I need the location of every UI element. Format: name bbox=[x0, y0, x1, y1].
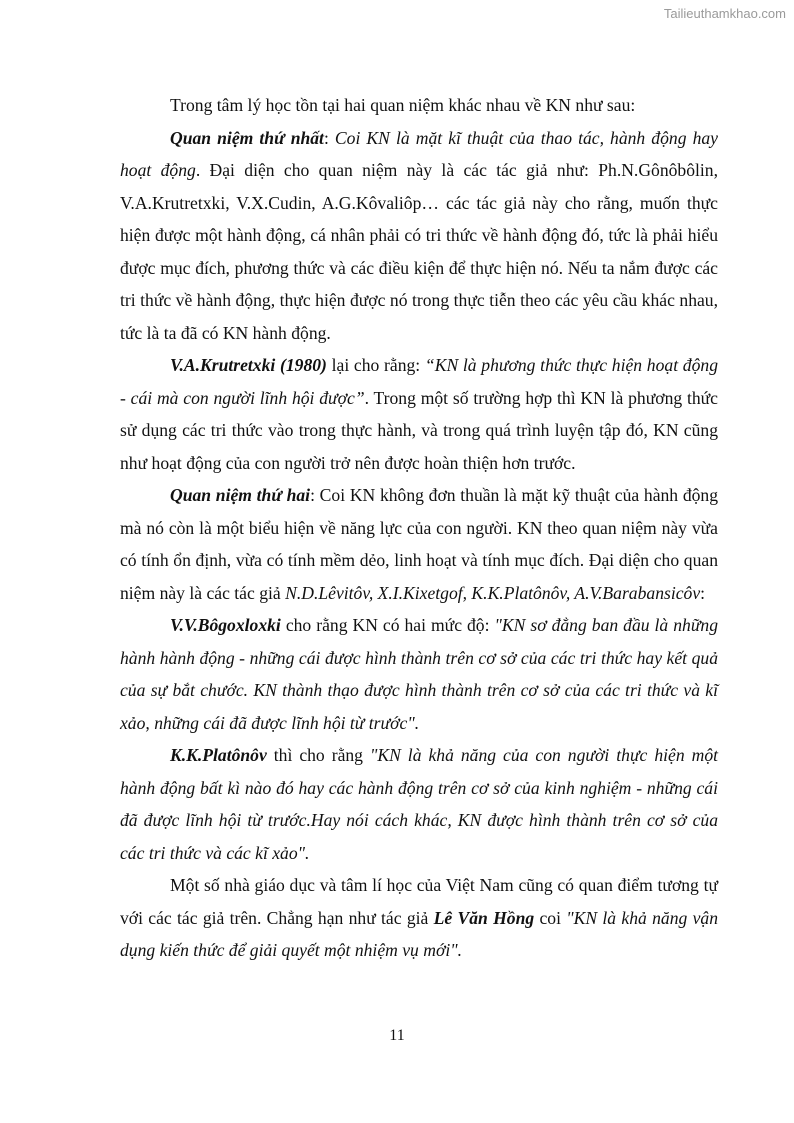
colon: : bbox=[323, 127, 335, 148]
krutretxki-text: . Trong một số trường hợp thì KN là phương thức sử dụng các tri thức vào trong thực hành, và trong quá trình luyện tập đó, KN cũng như hoạt động của con người trở nên được hoàn thiện hơn trước. bbox=[120, 387, 718, 473]
second-view-text: : Coi KN không đơn thuần là mặt kỹ thuật của hành động mà nó còn là một biểu hiện về năng lực của con người. KN theo quan niệm này vừa có tính ổn định, vừa có tính mềm dẻo, linh hoạt và tính mục đích. Đại diện cho quan niệm này là các tác giả bbox=[120, 485, 719, 603]
first-view-definition: Coi KN là mặt kĩ thuật của thao tác, hành động hay hoạt động bbox=[120, 127, 718, 180]
bogoxloxki-quote: "KN sơ đẳng ban đầu là những hành hành động - những cái được hình thành trên cơ sở của các tri thức hay kết quả của sự bắt chước. KN thành thạo được hình thành trên cơ sở của các tri thức và kĩ xảo, những cái đã được lĩnh hội từ trước". bbox=[120, 615, 719, 733]
paragraph-first-view bbox=[120, 122, 718, 350]
author-krutretxki: V.A.Krutretxki (1980) bbox=[170, 355, 327, 375]
paragraph-second-view bbox=[120, 479, 718, 609]
paragraph-vietnam bbox=[120, 869, 718, 967]
vietnam-text: Một số nhà giáo dục và tâm lí học của Việt Nam cũng có quan điểm tương tự với các tác giả trên. Chẳng hạn như tác giả bbox=[120, 875, 718, 928]
second-view-end: : bbox=[700, 582, 706, 603]
second-view-authors: N.D.Lêvitôv, X.I.Kixetgof, K.K.Platônôv, A.V.Barabansicôv bbox=[285, 582, 701, 603]
watermark-text: Tailieuthamkhao.com bbox=[663, 6, 786, 21]
krutretxki-quote: “KN là phương thức thực hiện hoạt động - cái mà con người lĩnh hội được” bbox=[120, 355, 718, 408]
paragraph-platonov bbox=[120, 739, 718, 869]
paragraph-krutretxki bbox=[120, 349, 718, 479]
platonov-intro: thì cho rằng bbox=[266, 745, 370, 765]
le-van-hong-quote: "KN là khả năng vận dụng kiến thức để giải quyết một nhiệm vụ mới". bbox=[120, 907, 718, 960]
paragraph-bogoxloxki bbox=[120, 609, 718, 739]
term-first-view: Quan niệm thứ nhất bbox=[170, 127, 324, 148]
document-body bbox=[120, 89, 718, 967]
first-view-text: . Đại diện cho quan niệm này là các tác giả như: Ph.N.Gônôbôlin, V.A.Krutretxki, V.X.Cudin, A.G.Kôvaliôp… các tác giả này cho rằng, muốn thực hiện được một hành động, cá nhân phải có tri thức về hành động đó, tức là phải hiểu được mục đích, phương thức và các điều kiện để thực hiện nó. Nếu ta nắm được các tri thức về hành động, thực hiện được nó trong thực tiễn theo các yêu cầu khác nhau, tức là ta đã có KN hành động. bbox=[120, 160, 718, 343]
paragraph-intro: Trong tâm lý học tồn tại hai quan niệm khác nhau về KN như sau: bbox=[170, 95, 636, 115]
page-number: 11 bbox=[389, 1027, 405, 1044]
vietnam-mid: coi bbox=[534, 907, 567, 928]
platonov-quote: "KN là khả năng của con người thực hiện một hành động bất kì nào đó hay các hành động trên cơ sở của kinh nghiệm - những cái đã được lĩnh hội từ trước.Hay nói cách khác, KN được hình thành trên cơ sở của các tri thức và các kĩ xảo". bbox=[120, 745, 718, 863]
krutretxki-intro: lại cho rằng: bbox=[326, 355, 425, 375]
bogoxloxki-intro: cho rằng KN có hai mức độ: bbox=[280, 615, 495, 635]
author-platonov: K.K.Platônôv bbox=[170, 745, 267, 765]
term-second-view: Quan niệm thứ hai bbox=[170, 485, 311, 505]
author-bogoxloxki: V.V.Bôgoxloxki bbox=[170, 615, 281, 635]
author-le-van-hong: Lê Văn Hồng bbox=[433, 907, 535, 928]
